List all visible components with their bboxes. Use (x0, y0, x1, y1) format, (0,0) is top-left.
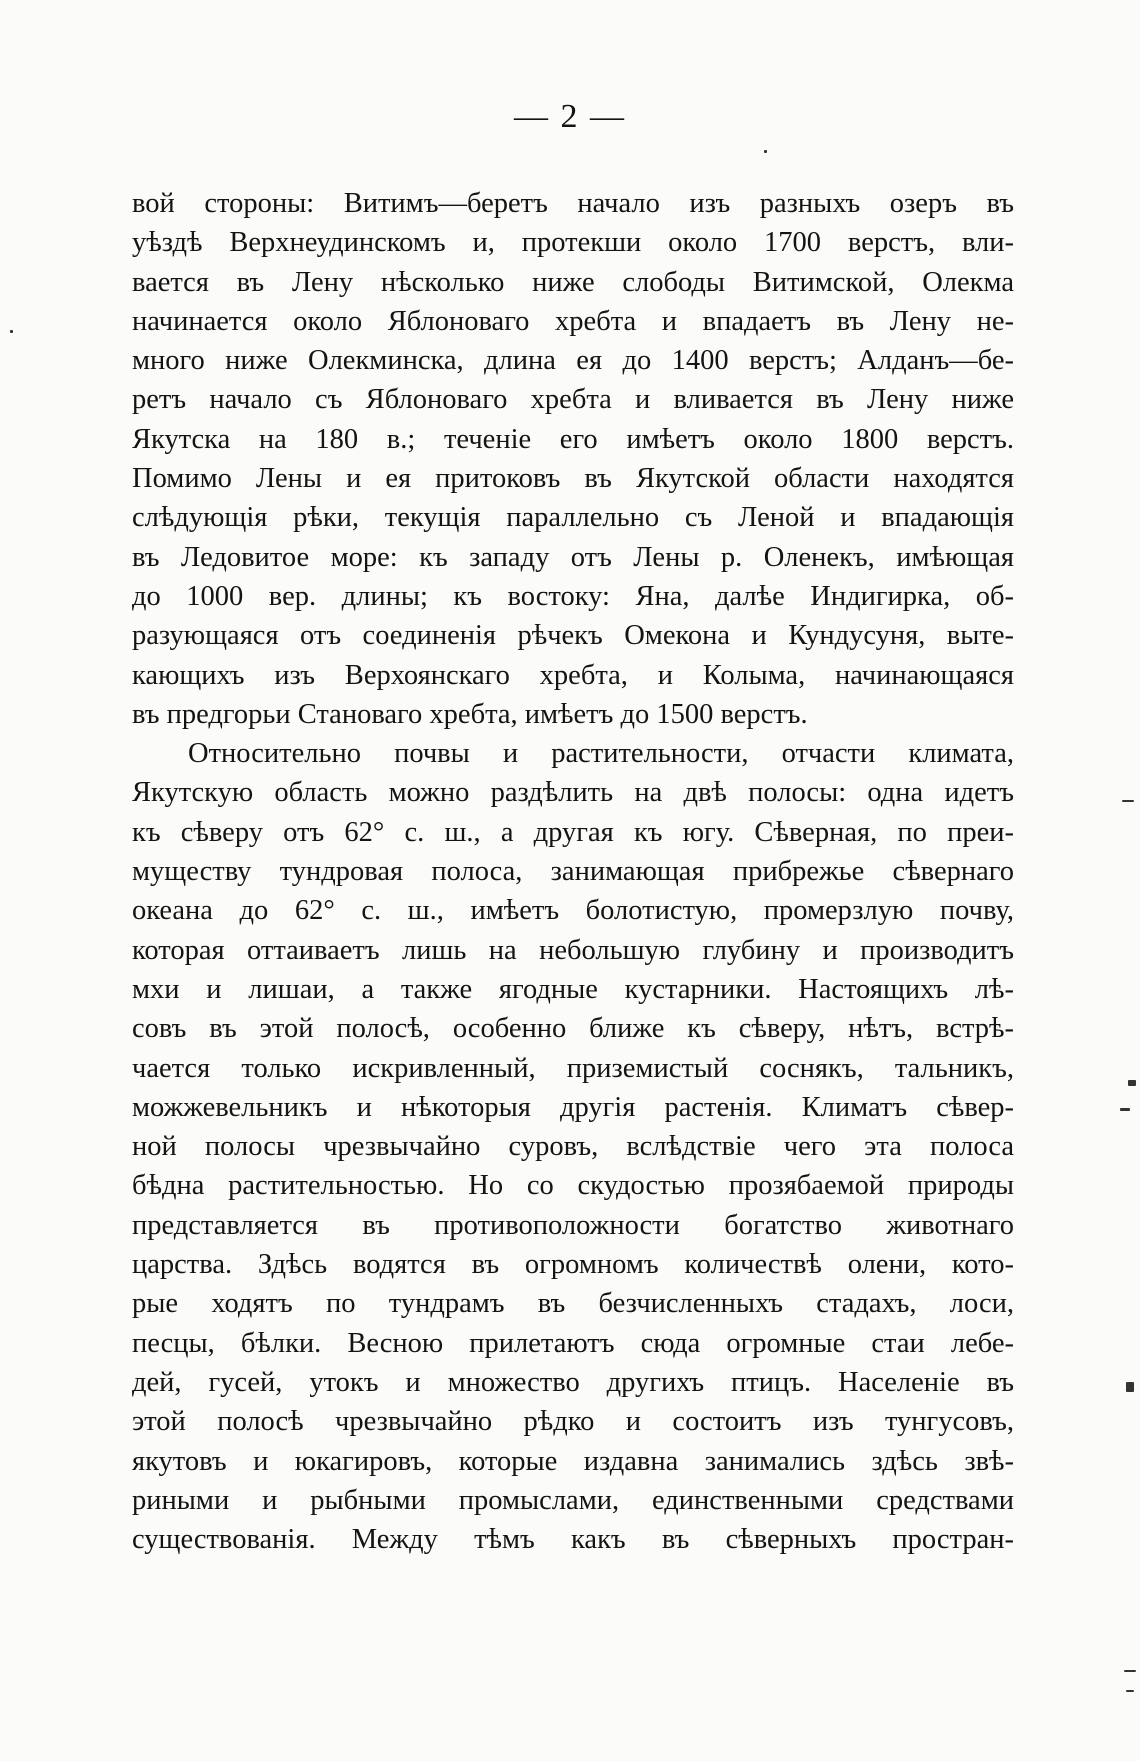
text-line: разующаяся отъ соединенія рѣчекъ Омекона и Кундусуня, выте- (132, 620, 1014, 652)
text-line: вой стороны: Витимъ—беретъ начало изъ разныхъ озеръ въ (132, 188, 1014, 219)
text-line: слѣдующія рѣки, текущія параллельно съ Леной и впадающія (132, 502, 1014, 534)
text-line: мхи и лишаи, а также ягодные кустарники. Настоящихъ лѣ- (132, 973, 1014, 1005)
text-line: въ Ледовитое море: къ западу отъ Лены р. Оленекъ, имѣющая (132, 541, 1014, 573)
text-line: Помимо Лены и ея притоковъ въ Якутской области находятся (132, 463, 1014, 495)
scan-speck (1126, 1382, 1134, 1392)
scan-speck (1120, 1108, 1130, 1111)
scan-speck (764, 150, 767, 153)
text-line: начинается около Яблоноваго хребта и впадаетъ въ Лену не- (132, 305, 1014, 337)
paragraph-start-line: Относительно почвы и растительности, отчасти климата, (188, 738, 1014, 770)
scan-speck (1128, 1080, 1136, 1086)
text-line: чается только искривленный, приземистый соснякъ, тальникъ, (132, 1052, 1014, 1084)
text-line: муществу тундровая полоса, занимающая прибрежье сѣвернаго (132, 856, 1014, 888)
scan-speck (10, 330, 13, 333)
text-line: Якутскую область можно раздѣлить на двѣ полосы: одна идетъ (132, 777, 1014, 809)
text-line: ретъ начало съ Яблоноваго хребта и вливается въ Лену ниже (132, 384, 1014, 416)
text-line: рые ходятъ по тундрамъ въ безчисленныхъ стадахъ, лоси, (132, 1288, 1014, 1320)
text-line: этой полосѣ чрезвычайно рѣдко и состоитъ изъ тунгусовъ, (132, 1406, 1014, 1438)
page-number: — 2 — (514, 98, 626, 135)
text-line: дей, гусей, утокъ и множество другихъ птицъ. Населеніе въ (132, 1366, 1014, 1398)
text-line: совъ въ этой полосѣ, особенно ближе къ сѣверу, нѣтъ, встрѣ- (132, 1013, 1014, 1045)
text-line: песцы, бѣлки. Весною прилетаютъ сюда огромные стаи лебе- (132, 1327, 1014, 1359)
text-line: представляется въ противоположности богатство животнаго (132, 1209, 1014, 1241)
text-line: до 1000 вер. длины; къ востоку: Яна, далѣе Индигирка, об- (132, 580, 1014, 612)
text-line: къ сѣверу отъ 62° с. ш., а другая къ югу. Сѣверная, по преи- (132, 816, 1014, 848)
text-line: можжевельникъ и нѣкоторыя другія растенія. Климатъ сѣвер- (132, 1091, 1014, 1123)
text-line: ной полосы чрезвычайно суровъ, вслѣдствіе чего эта полоса (132, 1131, 1014, 1163)
text-line: вается въ Лену нѣсколько ниже слободы Витимской, Олекма (132, 266, 1014, 298)
body-text (132, 184, 1014, 1559)
text-line: много ниже Олекминска, длина ея до 1400 верстъ; Алданъ—бе- (132, 345, 1014, 377)
text-line: бѣдна растительностью. Но со скудостью прозябаемой природы (132, 1170, 1014, 1202)
text-line: океана до 62° с. ш., имѣетъ болотистую, промерзлую почву, (132, 895, 1014, 927)
text-line: якутовъ и юкагировъ, которые издавна занимались здѣсь звѣ- (132, 1445, 1014, 1477)
text-line: уѣздѣ Верхнеудинскомъ и, протекши около 1700 верстъ, вли- (132, 227, 1014, 259)
text-line: существованія. Между тѣмъ какъ въ сѣверныхъ простран- (132, 1524, 1014, 1556)
scan-speck (1124, 1670, 1136, 1672)
text-line: Якутска на 180 в.; теченіе его имѣетъ около 1800 верстъ. (132, 423, 1014, 455)
paragraph-end-line: въ предгорьи Становаго хребта, имѣетъ до 1500 верстъ. (132, 698, 808, 730)
text-line: которая оттаиваетъ лишь на небольшую глубину и производитъ (132, 934, 1014, 966)
text-line: кающихъ изъ Верхоянскаго хребта, и Колыма, начинающаяся (132, 659, 1014, 691)
scan-speck (1126, 1690, 1134, 1692)
text-line: риными и рыбными промыслами, единственными средствами (132, 1484, 1014, 1516)
scan-speck (1122, 800, 1134, 802)
text-line: царства. Здѣсь водятся въ огромномъ количествѣ олени, кото- (132, 1249, 1014, 1281)
